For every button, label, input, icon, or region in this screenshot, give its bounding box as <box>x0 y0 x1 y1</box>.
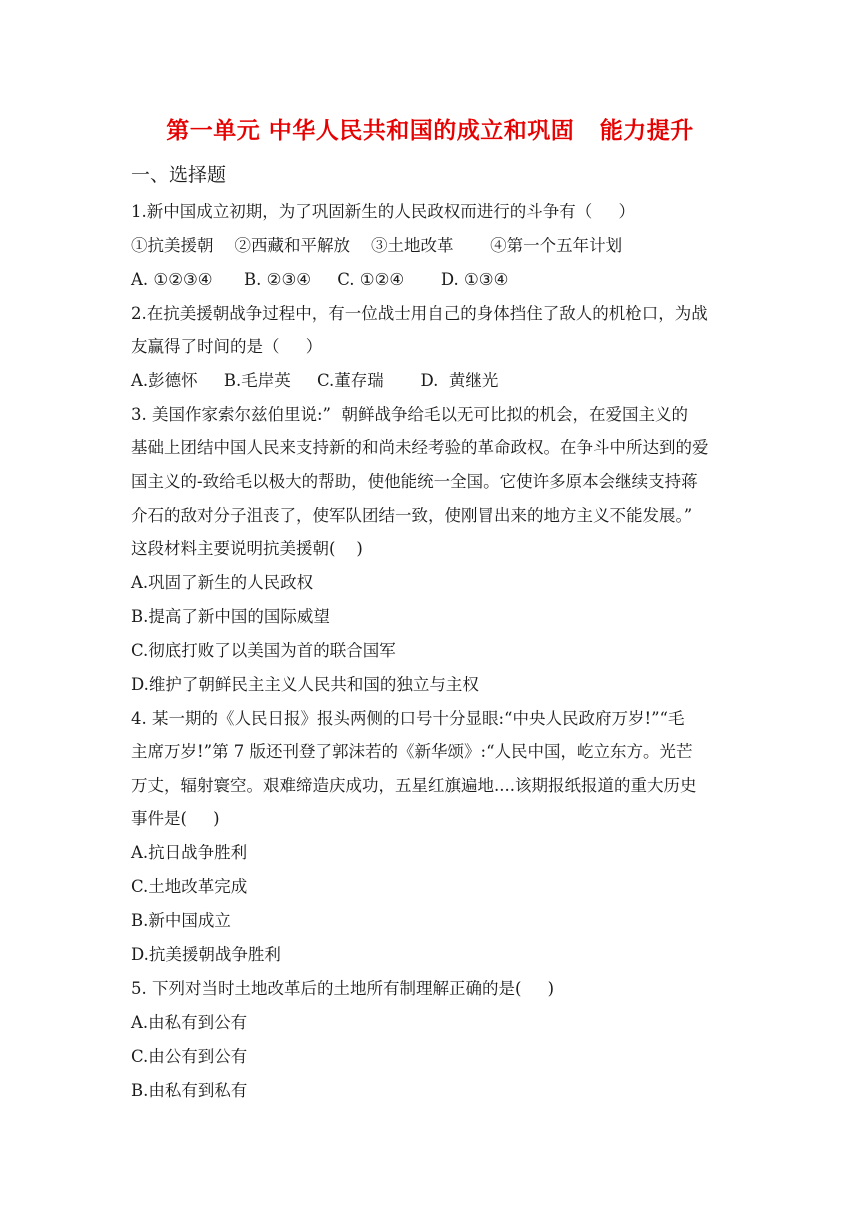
q4-stem-line-4: 事件是( ) <box>131 809 220 828</box>
q5-option-3: B.由私有到私有 <box>131 1081 248 1100</box>
q3-stem-line-4: 介石的敌对分子沮丧了，使军队团结一致，使刚冒出来的地方主义不能发展。” <box>131 506 693 525</box>
q4-stem-line-1: 4. 某一期的《人民日报》报头两侧的口号十分显眼:“中央人民政府万岁!”“毛 <box>131 709 685 728</box>
q2-stem-line-2: 友赢得了时间的是（ ） <box>131 337 323 356</box>
q1-items: ①抗美援朝 ②西藏和平解放 ③土地改革 ④第一个五年计划 <box>131 236 623 255</box>
q4-option-3: B.新中国成立 <box>131 911 231 930</box>
q4-stem-line-2: 主席万岁!”第 7 版还刊登了郭沫若的《新华颂》:“人民中国，屹立东方。光芒 <box>131 742 693 761</box>
q3-stem-line-1: 3. 美国作家索尔兹伯里说:” 朝鲜战争给毛以无可比拟的机会，在爱国主义的 <box>131 405 688 424</box>
q5-option-1: A.由私有到公有 <box>131 1013 248 1032</box>
q1-options: A. ①②③④ B. ②③④ C. ①②④ D. ①③④ <box>131 270 509 289</box>
section-heading: 一、选择题 <box>131 164 227 186</box>
q3-option-c: C.彻底打败了以美国为首的联合国军 <box>131 641 396 660</box>
q1-stem: 1.新中国成立初期，为了巩固新生的人民政权而进行的斗争有（ ） <box>131 202 635 221</box>
q4-stem-line-3: 万丈，辐射寰空。艰难缔造庆成功，五星红旗遍地....该期报纸报道的重大历史 <box>131 776 697 795</box>
q4-option-1: A.抗日战争胜利 <box>131 843 248 862</box>
q5-stem: 5. 下列对当时土地改革后的土地所有制理解正确的是( ) <box>131 979 555 998</box>
q3-stem-line-5: 这段材料主要说明抗美援朝( ) <box>131 539 363 558</box>
q3-stem-line-2: 基础上团结中国人民来支持新的和尚未经考验的革命政权。在争斗中所达到的爱 <box>131 438 709 457</box>
q4-option-4: D.抗美援朝战争胜利 <box>131 945 281 964</box>
q3-option-a: A.巩固了新生的人民政权 <box>131 573 314 592</box>
q2-options: A.彭德怀 B.毛岸英 C.董存瑞 D. 黄继光 <box>131 371 499 390</box>
q3-option-d: D.维护了朝鲜民主主义人民共和国的独立与主权 <box>131 675 479 694</box>
page-title: 第一单元 中华人民共和国的成立和巩固 能力提升 <box>166 118 694 144</box>
q4-option-2: C.土地改革完成 <box>131 877 248 896</box>
q5-option-2: C.由公有到公有 <box>131 1047 248 1066</box>
q3-option-b: B.提高了新中国的国际威望 <box>131 607 330 626</box>
q2-stem-line-1: 2.在抗美援朝战争过程中，有一位战士用自己的身体挡住了敌人的机枪口，为战 <box>131 304 708 323</box>
q3-stem-line-3: 国主义的-致给毛以极大的帮助，使他能统一全国。它使许多原本会继续支持蒋 <box>131 472 698 491</box>
